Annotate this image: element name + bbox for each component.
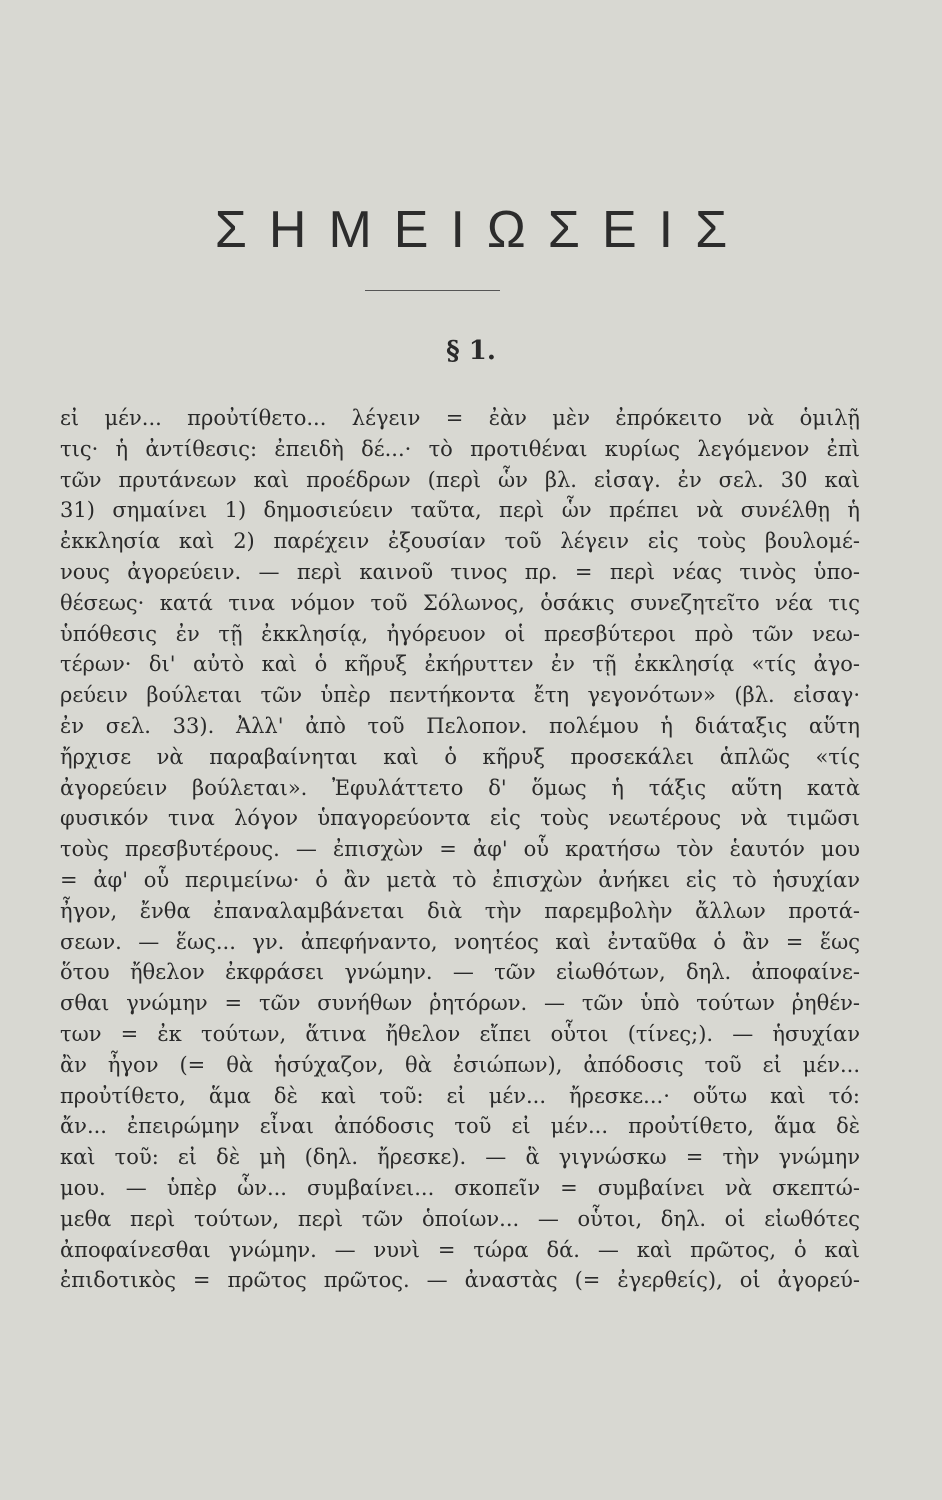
text-line: ὑπόθεσις ἐν τῇ ἐκκλησίᾳ, ἠγόρευον οἱ πρεσβύτεροι πρὸ τῶν νεω-	[60, 621, 860, 646]
text-line: ἐν σελ. 33). Ἀλλ' ἀπὸ τοῦ Πελοπον. πολέμου ἡ διάταξις αὕτη	[60, 713, 860, 738]
text-line: ἤρχισε νὰ παραβαίνηται καὶ ὁ κῆρυξ προσεκάλει ἁπλῶς «τίς	[60, 744, 860, 769]
text-line: θέσεως· κατά τινα νόμον τοῦ Σόλωνος, ὁσάκις συνεζητεῖτο νέα τις	[60, 590, 860, 615]
text-line: τις· ἡ ἀντίθεσις: ἐπειδὴ δέ...· τὸ προτιθέναι κυρίως λεγόμενον ἐπὶ	[60, 436, 860, 461]
text-line: ρεύειν βούλεται τῶν ὑπὲρ πεντήκοντα ἔτη γεγονότων» (βλ. εἰσαγ·	[60, 683, 860, 708]
text-line: = ἀφ' οὗ περιμείνω· ὁ ἂν μετὰ τὸ ἐπισχὼν ἀνήκει εἰς τὸ ἡσυχίαν	[60, 867, 860, 892]
text-line: ἐκκλησία καὶ 2) παρέχειν ἐξουσίαν τοῦ λέγειν εἰς τοὺς βουλομέ-	[60, 529, 860, 554]
text-line: φυσικόν τινα λόγον ὑπαγορεύοντα εἰς τοὺς νεωτέρους νὰ τιμῶσι	[60, 806, 860, 831]
text-line: ἀποφαίνεσθαι γνώμην. — νυνὶ = τώρα δά. — καὶ πρῶτος, ὁ καὶ	[60, 1237, 860, 1262]
text-line: ἀγορεύειν βούλεται». Ἐφυλάττετο δ' ὅμως ἡ τάξις αὕτη κατὰ	[60, 775, 860, 800]
page-title: ΣΗΜΕΙΩΣΕΙΣ	[214, 201, 750, 259]
title-divider	[365, 290, 500, 291]
text-line: μου. — ὑπὲρ ὧν... συμβαίνει... σκοπεῖν = συμβαίνει νὰ σκεπτώ-	[60, 1175, 860, 1200]
text-line: τοὺς πρεσβυτέρους. — ἐπισχὼν = ἀφ' οὗ κρατήσω τὸν ἑαυτόν μου	[60, 837, 860, 862]
text-line: ἐπιδοτικὸς = πρῶτος πρῶτος. — ἀναστὰς (= ἐγερθείς), οἱ ἀγορεύ-	[60, 1268, 860, 1293]
text-line: σεων. — ἕως... γν. ἀπεφήναντο, νοητέος καὶ ἐνταῦθα ὁ ἂν = ἕως	[60, 929, 860, 954]
text-line: 31) σημαίνει 1) δημοσιεύειν ταῦτα, περὶ ὧν πρέπει νὰ συνέλθῃ ἡ	[60, 498, 860, 523]
text-line: ἦγον, ἔνθα ἐπαναλαμβάνεται διὰ τὴν παρεμβολὴν ἄλλων προτά-	[60, 898, 860, 923]
text-line: τέρων· δι' αὐτὸ καὶ ὁ κῆρυξ ἐκήρυττεν ἐν τῇ ἐκκλησίᾳ «τίς ἀγο-	[60, 652, 860, 677]
text-line: νους ἀγορεύειν. — περὶ καινοῦ τινος πρ. = περὶ νέας τινὸς ὑπο-	[60, 559, 860, 584]
text-line: ἂν ἦγον (= θὰ ἡσύχαζον, θὰ ἐσιώπων), ἀπόδοσις τοῦ εἰ μέν...	[60, 1052, 860, 1077]
text-line: προὐτίθετο, ἅμα δὲ καὶ τοῦ: εἰ μέν... ἤρεσκε...· οὕτω καὶ τό:	[60, 1083, 860, 1108]
text-line: καὶ τοῦ: εἰ δὲ μὴ (δηλ. ἤρεσκε). — ἃ γιγνώσκω = τὴν γνώμην	[60, 1145, 860, 1170]
text-line: σθαι γνώμην = τῶν συνήθων ῥητόρων. — τῶν ὑπὸ τούτων ῥηθέν-	[60, 991, 860, 1016]
text-line: ἄν... ἐπειρώμην εἶναι ἀπόδοσις τοῦ εἰ μέν... προὐτίθετο, ἅμα δὲ	[60, 1114, 860, 1139]
text-line: ὅτου ἤθελον ἐκφράσει γνώμην. — τῶν εἰωθότων, δηλ. ἀποφαίνε-	[60, 960, 860, 985]
text-line: εἰ μέν... προὐτίθετο... λέγειν = ἐὰν μὲν ἐπρόκειτο νὰ ὁμιλῇ	[60, 406, 860, 430]
text-line: μεθα περὶ τούτων, περὶ τῶν ὁποίων... — οὗτοι, δηλ. οἱ εἰωθότες	[60, 1206, 860, 1231]
section-heading: § 1.	[446, 336, 496, 366]
body-text	[60, 403, 860, 1296]
text-line: τῶν πρυτάνεων καὶ προέδρων (περὶ ὧν βλ. εἰσαγ. ἐν σελ. 30 καὶ	[60, 467, 860, 492]
text-line: των = ἐκ τούτων, ἅτινα ἤθελον εἴπει οὗτοι (τίνες;). — ἡσυχίαν	[60, 1021, 860, 1046]
